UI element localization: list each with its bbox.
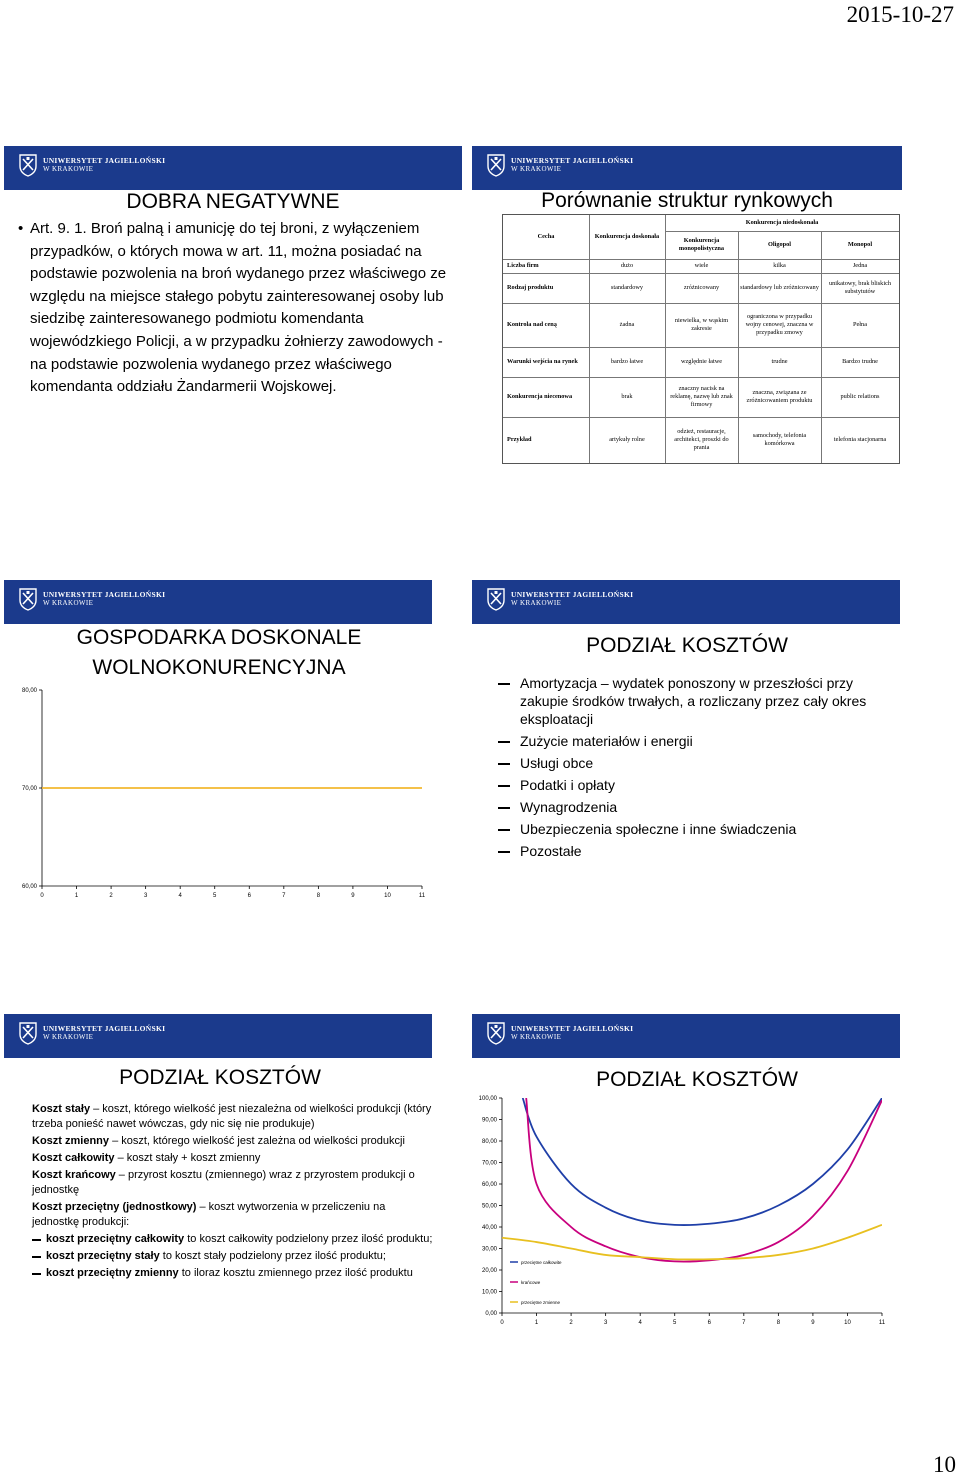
y-tick-label: 60,00 <box>21 884 37 890</box>
table-cell: Pełna <box>853 321 867 328</box>
slide-podzial-kosztow-chart <box>472 1014 902 1334</box>
logo-line2: W KRAKOWIE <box>511 599 562 607</box>
cost-categories-list <box>498 674 898 864</box>
university-logo <box>486 153 633 177</box>
x-tick-label: 4 <box>178 893 182 899</box>
x-tick-label: 8 <box>316 893 321 899</box>
university-crest-icon <box>486 153 506 177</box>
definition-term: Koszt zmienny <box>32 1135 110 1147</box>
x-tick-label: 11 <box>418 893 426 899</box>
dash-marker <box>498 851 510 853</box>
logo-line2: W KRAKOWIE <box>43 1033 94 1041</box>
definition-text: to koszt całkowity podzielony przez ilość produktu; <box>184 1233 433 1245</box>
slide-dobra-negatywne <box>4 146 462 486</box>
logo-line2: W KRAKOWIE <box>511 1033 562 1041</box>
x-tick-label: 10 <box>384 893 391 899</box>
university-crest-icon <box>18 153 38 177</box>
logo-line1: UNIWERSYTET JAGIELLOŃSKI <box>43 1024 166 1033</box>
legend-label: krańcowe <box>521 1280 541 1285</box>
y-tick-label: 50,00 <box>481 1203 497 1210</box>
y-tick-label: 90,00 <box>481 1117 497 1124</box>
x-tick-label: 5 <box>673 1320 677 1326</box>
slide-porownanie-struktur <box>472 146 902 486</box>
y-tick-label: 70,00 <box>21 786 37 792</box>
y-tick-label: 80,00 <box>21 688 37 694</box>
slide-title: PODZIAŁ KOSZTÓW <box>586 634 788 657</box>
definition-term: koszt przeciętny stały <box>46 1250 160 1262</box>
slide-gospodarka-doskonale <box>4 580 462 910</box>
list-item-text: Wynagrodzenia <box>520 799 618 815</box>
x-tick-label: 9 <box>351 893 355 899</box>
legend-label: przeciętne zmienne <box>521 1300 561 1305</box>
x-tick-label: 0 <box>500 1320 504 1326</box>
table-cell: znaczny nacisk na reklamę, nazwę lub znak firmowy <box>670 385 733 408</box>
definition <box>32 1151 434 1166</box>
x-tick-label: 2 <box>109 893 113 899</box>
table-cell: unikatowy, brak bliskich substytutów <box>828 280 892 295</box>
y-tick-label: 10,00 <box>481 1289 497 1296</box>
table-cell: brak <box>621 393 633 400</box>
sub-definition <box>32 1232 434 1247</box>
x-tick-label: 10 <box>844 1320 851 1326</box>
x-tick-label: 0 <box>40 893 44 899</box>
y-tick-label: 60,00 <box>481 1182 497 1188</box>
list-item <box>498 732 898 750</box>
header-monopoly: Monopol <box>847 241 873 248</box>
slide-banner <box>4 1014 432 1058</box>
university-logo <box>18 153 165 177</box>
definition-text: to koszt stały podzielony przez ilość produktu; <box>159 1250 386 1262</box>
y-tick-label: 30,00 <box>481 1246 497 1253</box>
slide-title: Porównanie struktur rynkowych <box>541 189 833 212</box>
x-tick-label: 7 <box>742 1320 746 1326</box>
legend-label: przeciętne całkowite <box>521 1260 562 1265</box>
university-crest-icon <box>18 1021 38 1045</box>
bullet-marker: • <box>18 220 24 237</box>
series-line-2 <box>502 1225 882 1260</box>
y-tick-label: 0,00 <box>485 1311 497 1317</box>
header-imperfect: Konkurencja niedoskonała <box>745 219 819 226</box>
list-item-text: Amortyzacja – wydatek ponoszony w przeszłości przy zakupie środków trwałych, a rozliczany przez cały okres eksploatacji <box>520 675 867 727</box>
table-cell: standardowy lub zróżnicowany <box>740 284 819 291</box>
page-date: 2015-10-27 <box>846 2 954 27</box>
row-label: Kontrola nad ceną <box>507 321 557 328</box>
table-cell: telefonia stacjonarna <box>833 436 887 443</box>
list-item <box>498 674 898 728</box>
slide-banner <box>4 146 462 190</box>
x-tick-label: 9 <box>811 1320 815 1326</box>
slide-title-line2: WOLNOKONURENCYJNA <box>92 656 346 679</box>
list-item-text: Zużycie materiałów i energii <box>520 733 693 749</box>
y-tick-label: 40,00 <box>481 1225 497 1231</box>
dash-marker <box>498 785 510 787</box>
header-oligopoly: Oligopol <box>767 241 792 248</box>
dash-marker <box>498 683 510 685</box>
logo-line1: UNIWERSYTET JAGIELLOŃSKI <box>511 590 634 599</box>
slide-body <box>18 218 450 399</box>
table-cell: zróżnicowany <box>683 284 720 291</box>
definition-text: – koszt stały + koszt zmienny <box>114 1152 261 1164</box>
x-tick-label: 6 <box>247 893 251 899</box>
list-item-text: Usługi obce <box>520 755 594 771</box>
definition-text: – przyrost kosztu (zmiennego) wraz z przyrostem produkcji o jednostkę <box>32 1169 415 1196</box>
definition-term: Koszt stały <box>32 1103 91 1115</box>
row-label: Przykład <box>507 436 532 443</box>
definition-term: Koszt całkowity <box>32 1152 115 1164</box>
x-tick-label: 3 <box>603 1320 608 1326</box>
series-line-0 <box>523 1098 882 1225</box>
definition-term: koszt przeciętny całkowity <box>46 1233 185 1245</box>
dash-marker <box>498 829 510 831</box>
definition <box>32 1102 434 1132</box>
slide-body-text: Art. 9. 1. Broń palną i amunicję do tej broni, z wyłączeniem przypadków, o których mowa w art. 11, można posiadać na podstawie pozwolenia na broń wydanego przez właściwego ze względu na miejsce stałego pobytu zainteresowanej osoby lub siedzibę zainteresowanego podmiotu komendanta wojewódzkiego Policji, a w przypadku żołnierzy zawodowych - na podstawie pozwolenia wydanego przez właściwego komendanta oddziału Żandarmerii Wojskowej. <box>30 220 447 396</box>
row-label: Liczba firm <box>507 262 539 269</box>
slide-title: DOBRA NEGATYWNE <box>126 190 340 213</box>
definition <box>32 1168 434 1198</box>
x-tick-label: 7 <box>282 893 286 899</box>
slide-podzial-kosztow-1 <box>472 580 902 880</box>
logo-line1: UNIWERSYTET JAGIELLOŃSKI <box>43 590 166 599</box>
series-line-1 <box>526 1098 882 1262</box>
cost-curves-chart <box>472 1014 902 1334</box>
x-tick-label: 6 <box>707 1320 711 1326</box>
logo-line1: UNIWERSYTET JAGIELLOŃSKI <box>511 1024 634 1033</box>
definition-term: Koszt krańcowy <box>32 1169 116 1181</box>
table-cell: standardowy <box>610 284 644 291</box>
list-item-text: Podatki i opłaty <box>520 777 615 793</box>
sub-definition <box>32 1266 434 1281</box>
dash-marker <box>32 1273 41 1275</box>
table-cell: znaczna, związana ze zróżnicowaniem produktu <box>746 389 813 404</box>
slide-banner <box>472 146 902 190</box>
slide-title-line1: GOSPODARKA DOSKONALE <box>76 626 362 649</box>
x-tick-label: 2 <box>569 1320 573 1326</box>
sub-definition <box>32 1249 434 1264</box>
table-cell: dużo <box>620 262 634 269</box>
dash-marker <box>32 1256 41 1258</box>
definition-text: – koszt, którego wielkość jest niezależna od wielkości produkcji (który trzeba ponieść nawet wówczas, gdy nic się nie produkuje) <box>32 1103 432 1130</box>
flat-price-chart <box>4 580 462 910</box>
table-cell: public relations <box>840 393 880 400</box>
list-item <box>498 842 898 860</box>
x-tick-label: 3 <box>143 893 148 899</box>
dash-marker <box>498 741 510 743</box>
slide-title: PODZIAŁ KOSZTÓW <box>119 1066 321 1089</box>
x-tick-label: 4 <box>638 1320 642 1326</box>
dash-marker <box>498 807 510 809</box>
slide-banner <box>472 580 900 624</box>
slide-title: PODZIAŁ KOSZTÓW <box>596 1068 798 1091</box>
table-cell: artykuły rolne <box>609 436 645 443</box>
list-item <box>498 820 898 838</box>
y-tick-label: 100,00 <box>478 1096 497 1102</box>
x-tick-label: 1 <box>74 893 79 899</box>
x-tick-label: 11 <box>878 1320 886 1326</box>
table-cell: bardzo łatwe <box>610 358 644 365</box>
table-cell: Jedna <box>852 262 868 269</box>
list-item <box>498 754 898 772</box>
dash-marker <box>32 1239 41 1241</box>
table-cell: względnie łatwe <box>680 358 723 365</box>
y-tick-label: 80,00 <box>481 1139 497 1145</box>
table-cell: niewielka, w wąskim zakresie <box>674 317 729 332</box>
table-cell: odzież, restauracje, architekci, proszki do prania <box>674 428 729 451</box>
logo-line2: W KRAKOWIE <box>511 165 562 173</box>
header-monopolistic: Konkurencja monopolistyczna <box>678 237 725 252</box>
row-label: Rodzaj produktu <box>507 284 554 291</box>
university-crest-icon <box>486 587 506 611</box>
logo-line1: UNIWERSYTET JAGIELLOŃSKI <box>511 156 634 165</box>
list-item <box>498 798 898 816</box>
definition-text: to iloraz kosztu zmiennego przez ilość produktu <box>178 1267 413 1279</box>
definition <box>32 1134 434 1149</box>
x-tick-label: 5 <box>213 893 217 899</box>
x-tick-label: 8 <box>776 1320 781 1326</box>
page-number: 10 <box>933 1452 956 1477</box>
row-label: Konkurencja niecenowa <box>507 393 573 400</box>
y-tick-label: 20,00 <box>481 1268 497 1274</box>
definition <box>32 1200 434 1230</box>
row-label: Warunki wejścia na rynek <box>507 358 578 365</box>
x-tick-label: 1 <box>534 1320 539 1326</box>
header-cecha: Cecha <box>537 233 555 240</box>
definition-term: Koszt przeciętny (jednostkowy) <box>32 1201 197 1213</box>
market-structures-table <box>502 214 900 464</box>
logo-line2: W KRAKOWIE <box>43 165 94 173</box>
table-cell: ograniczona w przypadku wojny cenowej, znaczna w przypadku zmowy <box>745 313 814 336</box>
table-cell: żadna <box>619 321 635 328</box>
table-cell: samochody, telefonia komórkowa <box>752 432 807 447</box>
slide-podzial-kosztow-2 <box>4 1014 436 1334</box>
table-cell: kilka <box>773 262 786 269</box>
definition-text: – koszt wytworzenia w przeliczeniu na jednostkę produkcji: <box>32 1201 386 1228</box>
university-logo <box>486 587 633 611</box>
table-cell: Bardzo trudne <box>842 358 878 365</box>
definition-term: koszt przeciętny zmienny <box>46 1267 179 1279</box>
table-cell: trudne <box>771 358 788 365</box>
list-item-text: Ubezpieczenia społeczne i inne świadczenia <box>520 821 797 837</box>
university-logo <box>18 1021 165 1045</box>
header-perfect: Konkurencja doskonała <box>594 233 660 240</box>
list-item-text: Pozostałe <box>520 843 582 859</box>
cost-definitions <box>32 1102 434 1283</box>
y-tick-label: 70,00 <box>481 1160 497 1167</box>
dash-marker <box>498 763 510 765</box>
logo-line1: UNIWERSYTET JAGIELLOŃSKI <box>43 156 166 165</box>
table-cell: wiele <box>694 262 709 269</box>
list-item <box>498 776 898 794</box>
logo-line2: W KRAKOWIE <box>43 599 94 607</box>
definition-text: – koszt, którego wielkość jest zależna od wielkości produkcji <box>109 1135 405 1147</box>
